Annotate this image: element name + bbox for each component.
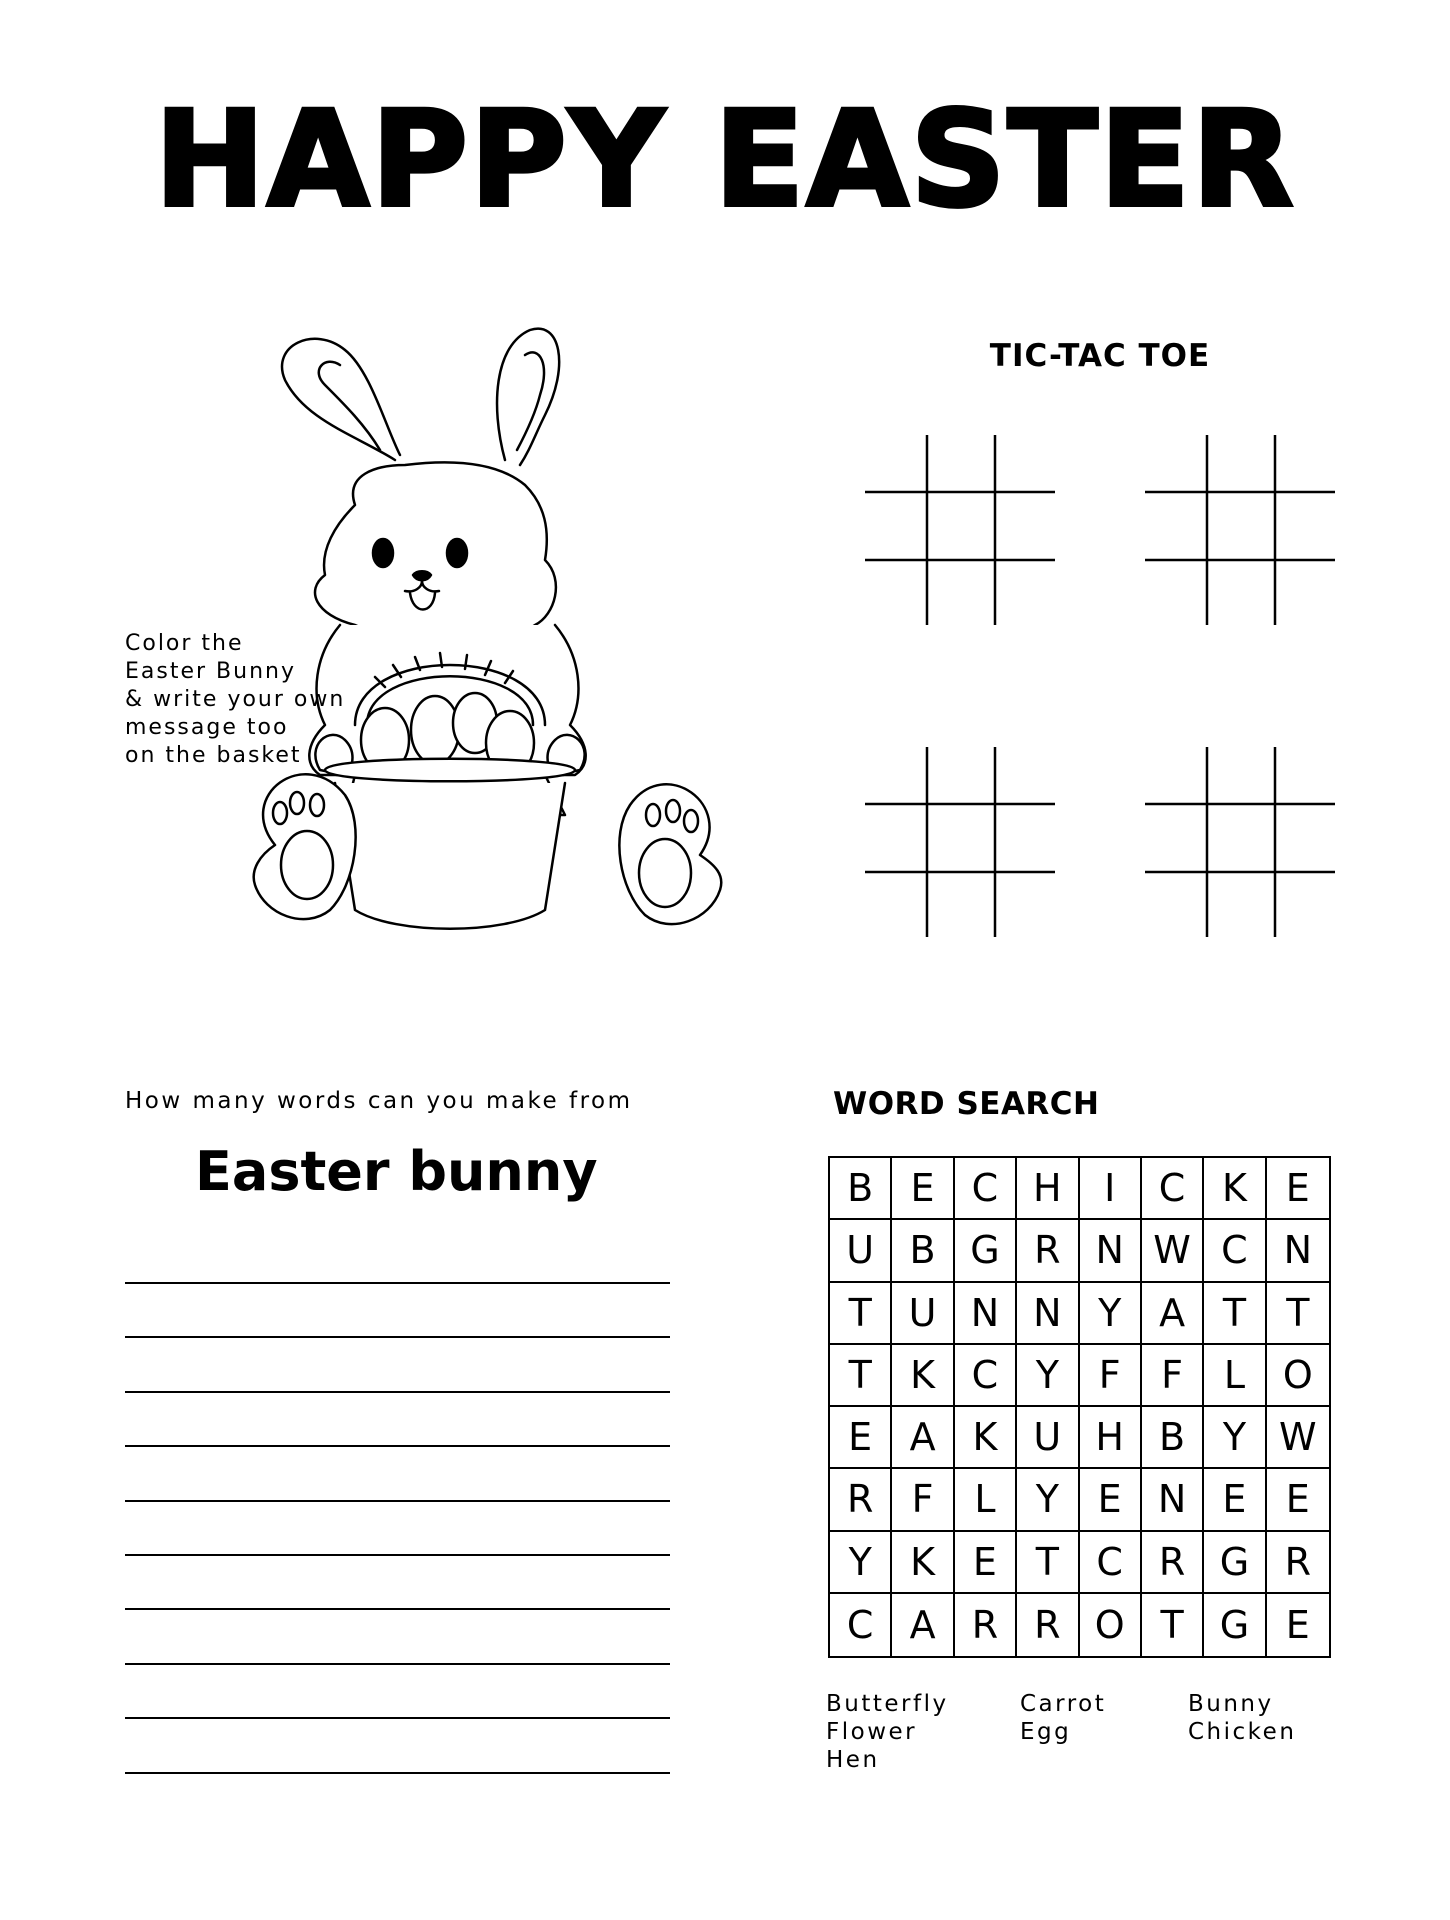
word-search-cell[interactable]: K (892, 1345, 954, 1407)
word-search-cell[interactable]: Y (1017, 1469, 1079, 1531)
word-search-cell[interactable]: B (892, 1220, 954, 1282)
word-search-cell[interactable]: C (1142, 1158, 1204, 1220)
word-search-cell[interactable]: E (1080, 1469, 1142, 1531)
word-search-cell[interactable]: T (1017, 1532, 1079, 1594)
word-search-cell[interactable]: T (1142, 1594, 1204, 1656)
word-search-cell[interactable]: H (1080, 1407, 1142, 1469)
word-search-cell[interactable]: R (1142, 1532, 1204, 1594)
word-search-cell[interactable]: A (892, 1407, 954, 1469)
word-search-cell[interactable]: W (1142, 1220, 1204, 1282)
coloring-instructions (125, 630, 405, 770)
word-list-item: Chicken (1188, 1719, 1297, 1745)
word-search-cell[interactable]: T (1204, 1283, 1266, 1345)
word-search-cell[interactable]: E (1267, 1158, 1329, 1220)
word-search-cell[interactable]: G (955, 1220, 1017, 1282)
word-search-cell[interactable]: N (955, 1283, 1017, 1345)
word-list-item: Bunny (1188, 1691, 1274, 1717)
writing-line[interactable] (125, 1391, 670, 1393)
word-builder-target: Easter bunny (195, 1140, 598, 1203)
word-search-cell[interactable]: C (955, 1158, 1017, 1220)
word-builder-prompt: How many words can you make from (125, 1088, 633, 1114)
tictactoe-board[interactable] (1145, 742, 1340, 942)
word-search-cell[interactable]: L (1204, 1345, 1266, 1407)
word-list-column (1188, 1690, 1296, 1746)
word-search-cell[interactable]: A (892, 1594, 954, 1656)
tictactoe-board[interactable] (865, 430, 1060, 630)
writing-line[interactable] (125, 1336, 670, 1338)
coloring-note-line: Color the (125, 631, 244, 656)
word-search-cell[interactable]: E (1204, 1469, 1266, 1531)
word-search-cell[interactable]: Y (830, 1532, 892, 1594)
word-list-item: Egg (1020, 1719, 1072, 1745)
writing-line[interactable] (125, 1500, 670, 1502)
coloring-note-line: & write your own (125, 687, 346, 712)
coloring-note-line: message too (125, 715, 289, 740)
word-search-cell[interactable]: C (1080, 1532, 1142, 1594)
word-search-cell[interactable]: W (1267, 1407, 1329, 1469)
writing-line[interactable] (125, 1663, 670, 1665)
word-search-cell[interactable]: C (830, 1594, 892, 1656)
word-search-cell[interactable]: T (830, 1283, 892, 1345)
word-search-cell[interactable]: N (1080, 1220, 1142, 1282)
word-list-item: Butterfly (826, 1691, 949, 1717)
word-search-cell[interactable]: L (955, 1469, 1017, 1531)
word-search-cell[interactable]: B (830, 1158, 892, 1220)
coloring-note-line: Easter Bunny (125, 659, 296, 684)
word-search-cell[interactable]: G (1204, 1594, 1266, 1656)
word-search-cell[interactable]: K (892, 1532, 954, 1594)
word-search-cell[interactable]: E (1285, 1602, 1310, 1647)
writing-line[interactable] (125, 1282, 670, 1284)
word-search-cell[interactable]: U (1017, 1407, 1079, 1469)
word-search-cell[interactable]: E (892, 1158, 954, 1220)
page-title: HAPPY EASTER (154, 83, 1296, 237)
word-search-cell[interactable]: U (830, 1220, 892, 1282)
tictactoe-board[interactable] (865, 742, 1060, 942)
word-search-cell[interactable]: K (1204, 1158, 1266, 1220)
word-search-cell[interactable]: A (1142, 1283, 1204, 1345)
word-search-cell[interactable]: C (1204, 1220, 1266, 1282)
word-search-cell[interactable]: G (1204, 1532, 1266, 1594)
word-search-cell[interactable]: E (955, 1532, 1017, 1594)
word-list-item: Carrot (1020, 1691, 1107, 1717)
word-search-cell[interactable]: R (1017, 1594, 1079, 1656)
word-search-cell[interactable]: E (1267, 1469, 1329, 1531)
word-search-cell[interactable]: H (1017, 1158, 1079, 1220)
word-search-cell[interactable]: R (830, 1469, 892, 1531)
word-search-cell[interactable]: Y (1017, 1345, 1079, 1407)
word-search-cell[interactable]: K (955, 1407, 1017, 1469)
writing-line[interactable] (125, 1772, 670, 1774)
coloring-note-line: on the basket (125, 743, 302, 768)
word-search-cell[interactable]: F (892, 1469, 954, 1531)
word-search-cell[interactable]: R (955, 1594, 1017, 1656)
writing-line[interactable] (125, 1608, 670, 1610)
word-search-cell[interactable]: R (1267, 1532, 1329, 1594)
word-search-grid[interactable] (828, 1156, 1331, 1658)
writing-line[interactable] (125, 1717, 670, 1719)
word-list-item: Hen (826, 1747, 880, 1773)
word-search-cell[interactable]: N (1142, 1469, 1204, 1531)
word-search-cell[interactable]: T (1267, 1283, 1329, 1345)
word-search-cell[interactable]: F (1080, 1345, 1142, 1407)
word-list-item: Flower (826, 1719, 918, 1745)
tictactoe-board[interactable] (1145, 430, 1340, 630)
word-search-cell[interactable]: I (1080, 1158, 1142, 1220)
word-search-cell[interactable]: C (955, 1345, 1017, 1407)
word-search-cell[interactable]: Y (1204, 1407, 1266, 1469)
word-search-cell[interactable]: R (1017, 1220, 1079, 1282)
writing-line[interactable] (125, 1554, 670, 1556)
word-list-column (1020, 1690, 1106, 1746)
word-search-cell[interactable]: N (1267, 1220, 1329, 1282)
word-search-cell[interactable]: O (1267, 1345, 1329, 1407)
word-search-cell[interactable]: Y (1080, 1283, 1142, 1345)
word-search-cell[interactable]: F (1142, 1345, 1204, 1407)
word-search-cell[interactable]: N (1017, 1283, 1079, 1345)
writing-line[interactable] (125, 1445, 670, 1447)
word-search-cell[interactable]: O (1080, 1594, 1142, 1656)
word-search-cell[interactable]: E (830, 1407, 892, 1469)
word-search-cell[interactable]: B (1142, 1407, 1204, 1469)
word-search-title: WORD SEARCH (833, 1086, 1100, 1122)
word-search-cell[interactable]: U (892, 1283, 954, 1345)
word-search-cell[interactable]: T (830, 1345, 892, 1407)
word-list-column (826, 1690, 949, 1774)
tictactoe-title: TIC-TAC TOE (989, 338, 1211, 374)
